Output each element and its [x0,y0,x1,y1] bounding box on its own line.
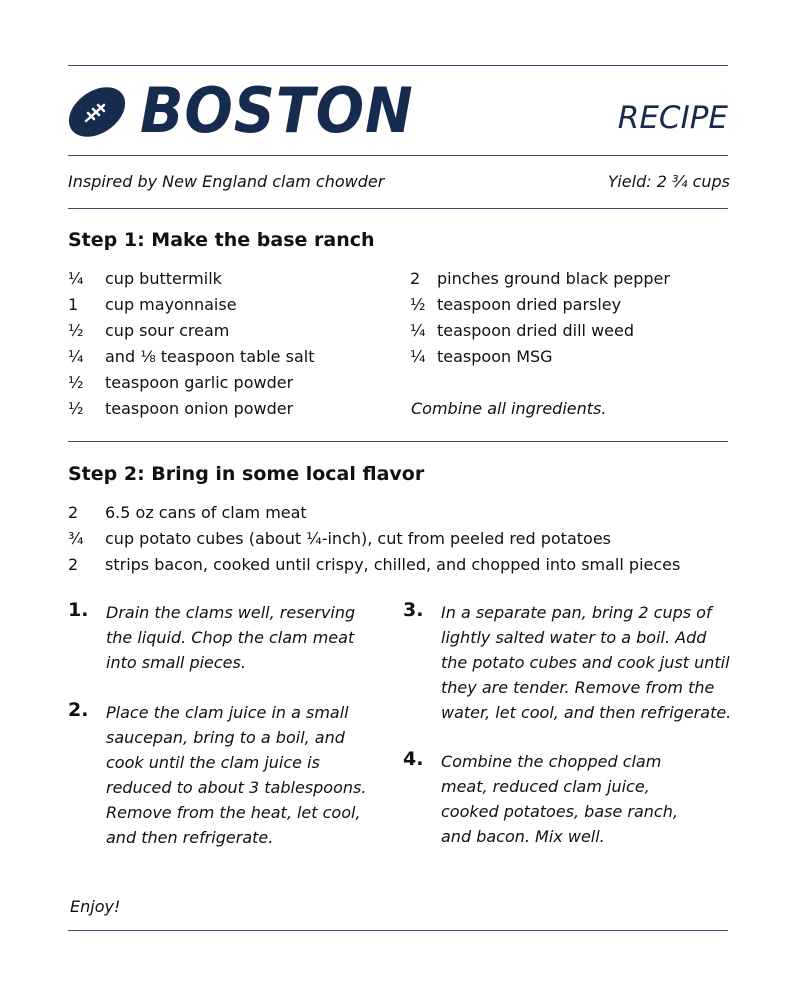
step-number: 1. [68,599,89,621]
ingredient-qty: 2 [68,555,79,574]
ingredient-qty: 1 [68,295,79,314]
divider [68,208,728,209]
step-number: 3. [403,599,424,621]
ingredient-item: teaspoon garlic powder [105,373,294,392]
ingredient-row [410,318,634,344]
instruction-step [68,699,367,850]
instruction-step [403,748,678,849]
inspiration-text: Inspired by New England clam chowder [68,172,385,191]
yield-text: Yield: 2 ¾ cups [607,172,730,191]
ingredient-qty: ¼ [410,321,426,340]
divider [68,65,728,66]
ingredient-qty: ½ [410,295,426,314]
step-number: 2. [68,699,89,721]
ingredient-item: cup potato cubes (about ¼-inch), cut from peeled red potatoes [105,529,611,548]
ingredient-qty: ¼ [68,269,84,288]
ingredient-row [410,266,670,292]
ingredient-row [68,266,222,292]
step-text: Drain the clams well, reserving the liquid. Chop the clam meat into small pieces. [106,603,356,672]
ingredient-item: strips bacon, cooked until crispy, chilled, and chopped into small pieces [105,555,681,574]
ingredient-row [68,370,293,396]
ingredient-item: teaspoon MSG [437,347,553,366]
ingredient-qty: 2 [410,269,421,288]
step1-note: Combine all ingredients. [411,399,607,418]
page-title: BOSTON [140,74,414,147]
ingredient-item: cup buttermilk [105,269,222,288]
ingredient-row [68,552,680,578]
step-text: Combine the chopped clam meat, reduced clam juice, cooked potatoes, base ranch, and bacon. Mix well. [441,752,678,846]
step-text: In a separate pan, bring 2 cups of lightly salted water to a boil. Add the potato cubes and cook just until they are tender. Remove from the water, let cool, and then refrigerate. [441,603,732,722]
step-text: Place the clam juice in a small saucepan, bring to a boil, and cook until the clam juice is reduced to about 3 tablespoons. Remove from the heat, let cool, and then refrigerate. [106,703,367,847]
ingredient-row [68,500,307,526]
step1-heading: Step 1: Make the base ranch [68,229,375,251]
ingredient-qty: 2 [68,503,79,522]
closing-text: Enjoy! [70,897,121,916]
ingredient-item: cup sour cream [105,321,230,340]
divider [68,441,728,442]
ingredient-row [68,292,237,318]
ingredient-item: cup mayonnaise [105,295,237,314]
step-number: 4. [403,748,424,770]
football-icon [68,84,126,140]
instruction-step [68,599,356,675]
ingredient-qty: ½ [68,373,84,392]
ingredient-item: pinches ground black pepper [437,269,670,288]
ingredient-row [410,292,621,318]
ingredient-row [68,526,611,552]
ingredient-row [68,344,314,370]
divider [68,930,728,931]
ingredient-item: teaspoon dried parsley [437,295,622,314]
ingredient-row [68,396,293,422]
ingredient-item: teaspoon dried dill weed [437,321,634,340]
divider [68,155,728,156]
ingredient-qty: ¾ [68,529,84,548]
ingredient-item: 6.5 oz cans of clam meat [105,503,307,522]
ingredient-qty: ¼ [410,347,426,366]
ingredient-qty: ½ [68,321,84,340]
ingredient-item: teaspoon onion powder [105,399,294,418]
ingredient-item: and ⅛ teaspoon table salt [105,347,315,366]
ingredient-row [68,318,229,344]
step2-heading: Step 2: Bring in some local flavor [68,463,425,485]
ingredient-qty: ¼ [68,347,84,366]
instruction-step [403,599,732,725]
recipe-label: RECIPE [617,100,728,136]
ingredient-row [410,344,553,370]
ingredient-qty: ½ [68,399,84,418]
